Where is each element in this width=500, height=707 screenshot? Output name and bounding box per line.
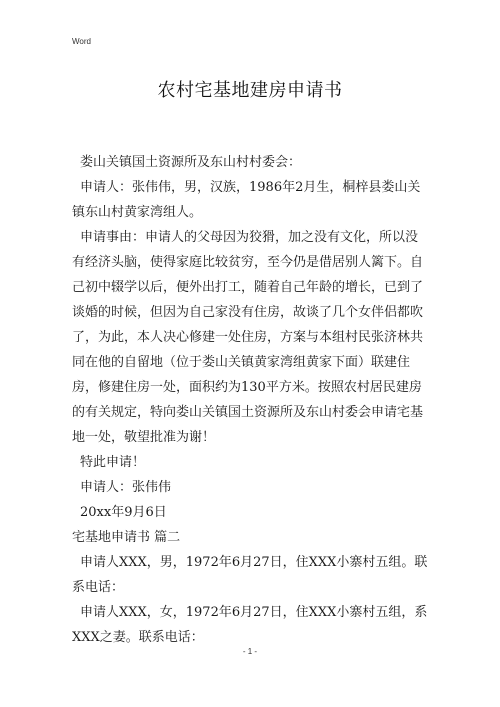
paragraph-applicant-female: 申请人XXX，女，1972年6月27日，住XXX小寨村五组，系XXX之妻。联系电话：: [72, 605, 428, 645]
header-label: Word: [72, 37, 91, 46]
paragraph-addressee: 娄山关镇国土资源所及东山村村委会：: [80, 155, 302, 170]
page-number: - 1 -: [242, 647, 258, 656]
paragraph-reason: 申请事由：申请人的父母因为狡猾，加之没有文化，所以没有经济头脑，使得家庭比较贫穷，至今仍是借居别人篱下。自己初中辍学以后，便外出打工，随着自己年龄的增长，已到了谈婚的时候，但因为自己家没有住房，故谈了几个女伴侣都吹了，为此，本人决心修建一处住房，方案与本组村民张济林共同在他的自留地（位于娄山关镇黄家湾组黄家下面）联建住房，修建住房一处，面积约为130平方米。按照农村居民建房的有关规定，特向娄山关镇国土资源所及东山村委会申请宅基地一处，敬望批准为谢！: [72, 230, 424, 445]
paragraph-signature: 申请人：张伟伟: [80, 480, 172, 495]
paragraph-applicant: 申请人：张伟伟，男，汉族，1986年2月生，桐梓县娄山关镇东山村黄家湾组人。: [72, 180, 421, 220]
document-body: [72, 150, 430, 650]
paragraph-date: 20xx年9月6日: [80, 505, 167, 520]
paragraph-applicant-male: 申请人XXX，男，1972年6月27日，住XXX小寨村五组。联系电话：: [72, 555, 428, 595]
paragraph-closing: 特此申请！: [80, 455, 146, 470]
document-title: 农村宅基地建房申请书: [157, 80, 343, 101]
section-two-heading: 宅基地申请书 篇二: [72, 530, 181, 545]
